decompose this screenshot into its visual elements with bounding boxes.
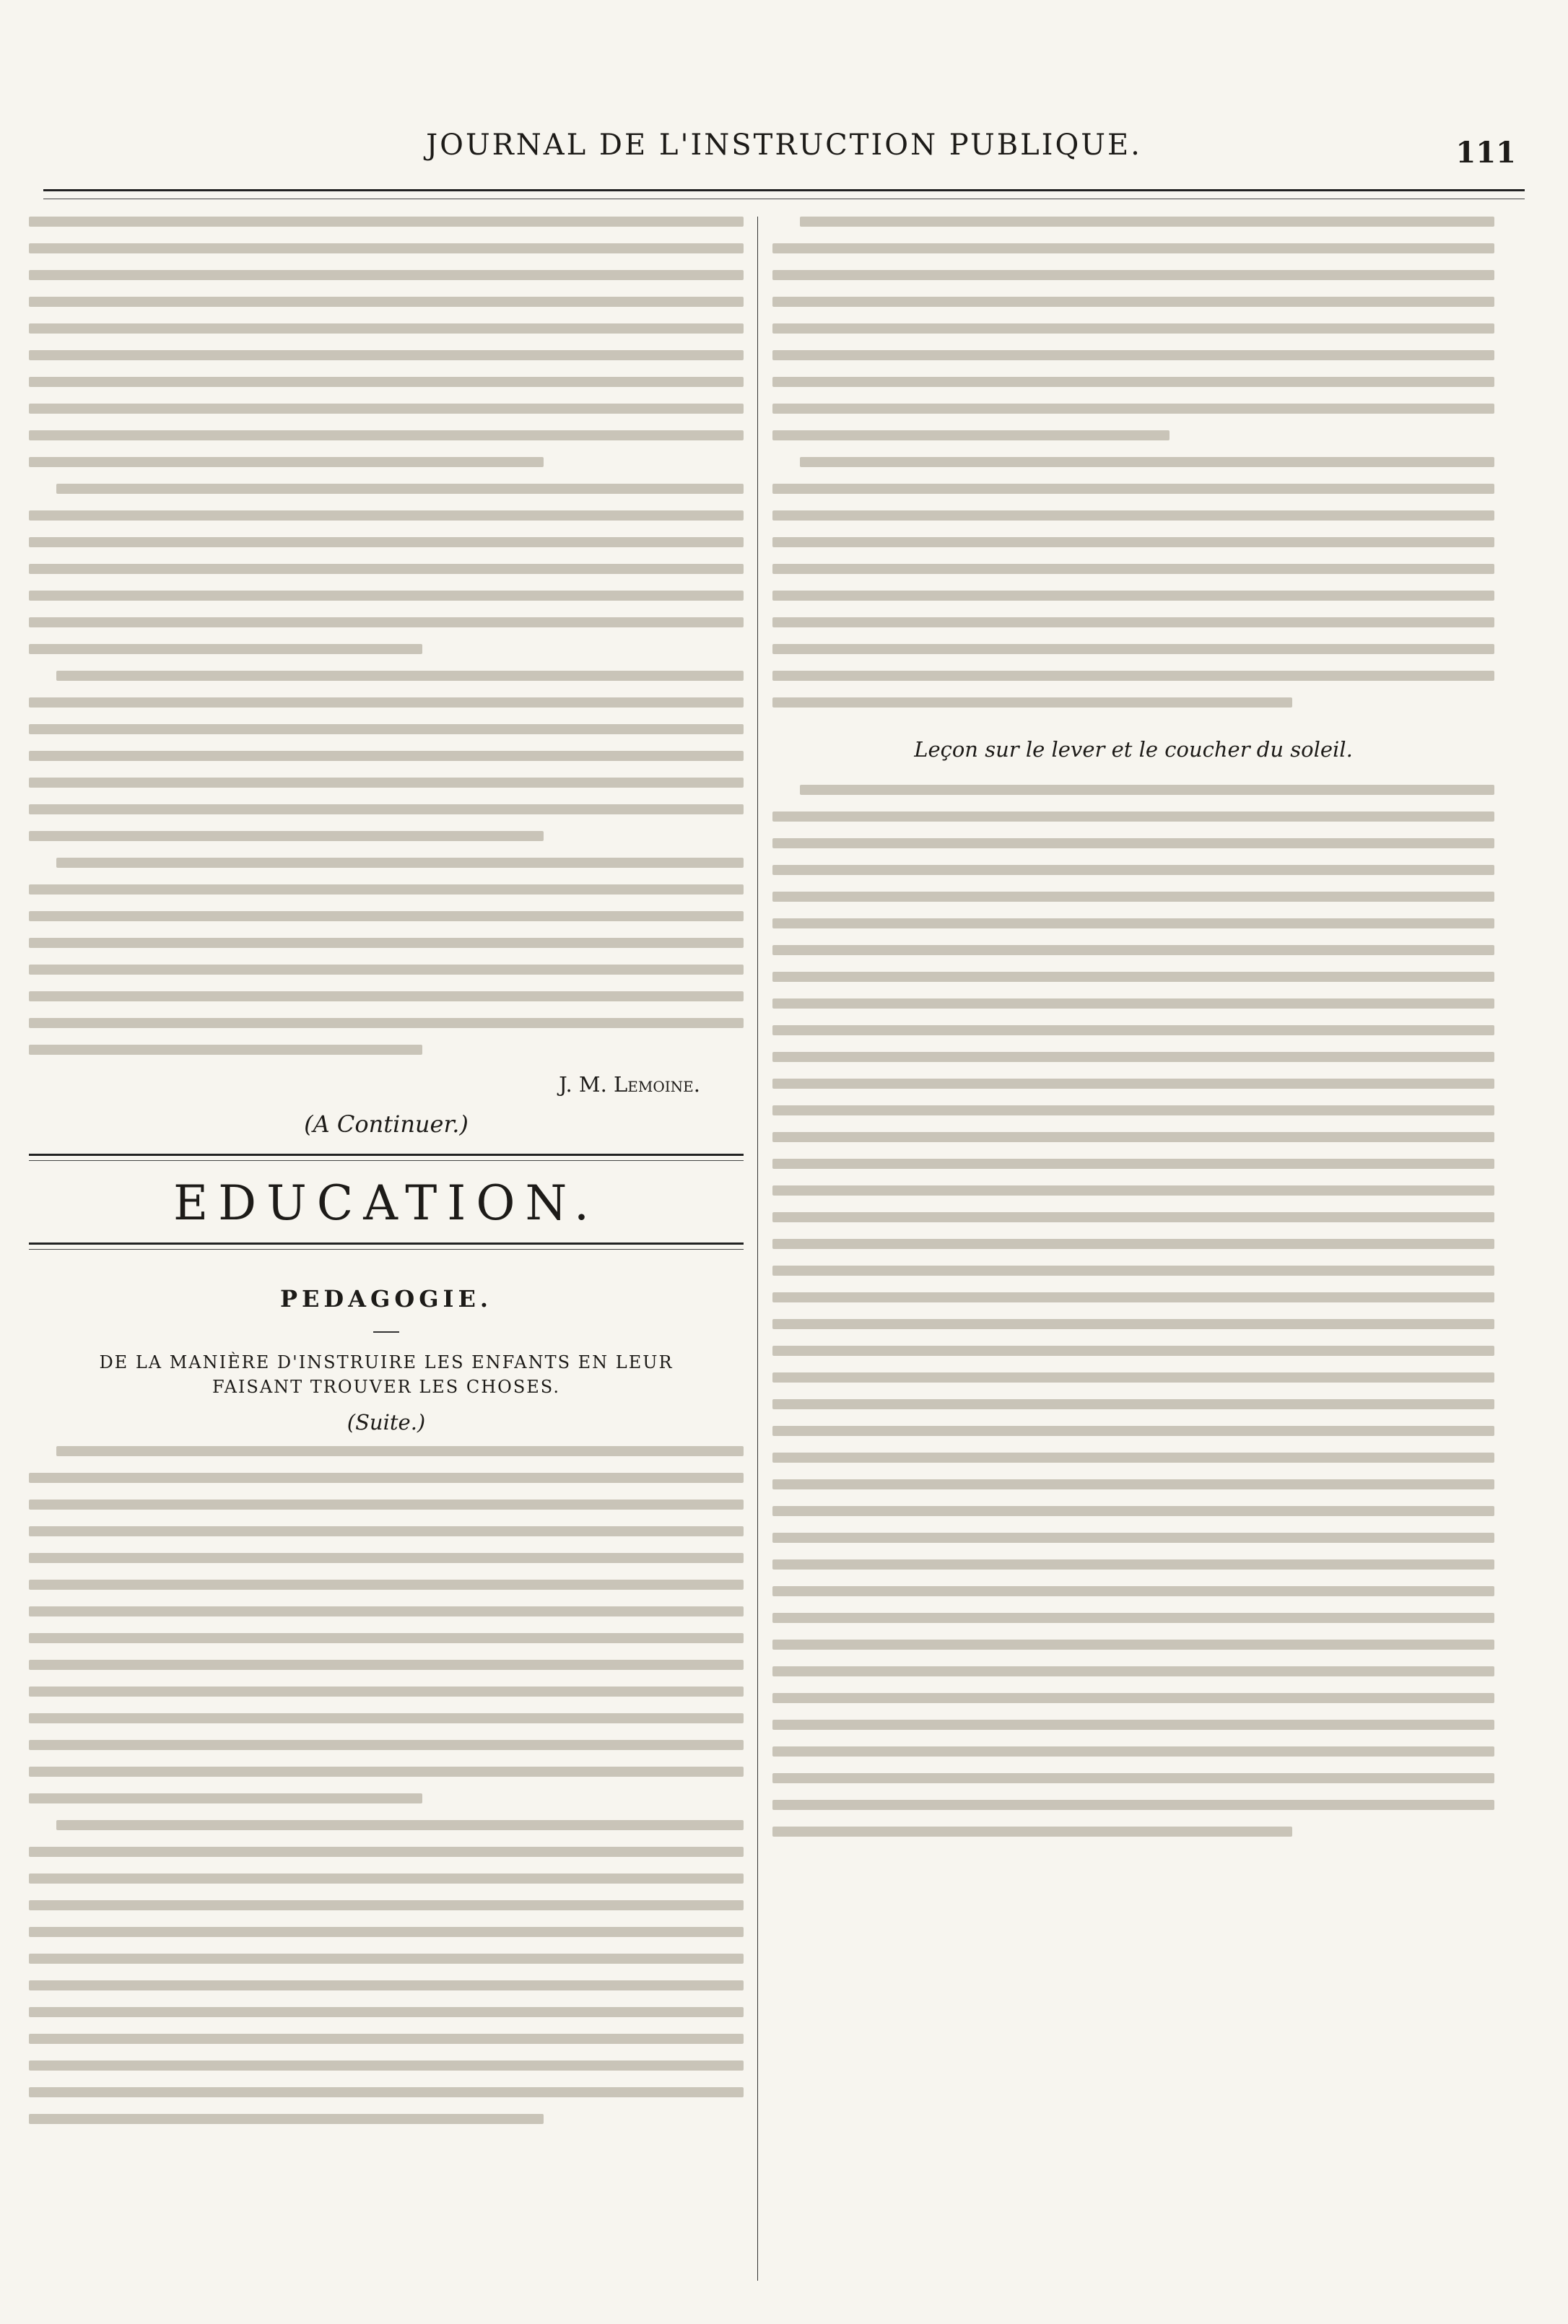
subsection-title: PEDAGOGIE. [279, 1285, 493, 1313]
placeholder-block-3 [772, 217, 1494, 708]
placeholder-block-4 [772, 785, 1494, 1837]
running-title: JOURNAL DE L'INSTRUCTION PUBLIQUE. [426, 129, 1142, 162]
title-dash [373, 1331, 399, 1333]
to-be-continued: (A Continuer.) [304, 1110, 469, 1138]
section-rule [29, 1154, 744, 1161]
placeholder-block-2 [29, 1446, 744, 2124]
right-column [772, 217, 1494, 2302]
page-number: 111 [1455, 136, 1516, 170]
article-suite: (Suite.) [347, 1410, 426, 1435]
article-signature: J. M. Lemoine. [559, 1072, 700, 1097]
section-title: EDUCATION. [173, 1175, 599, 1231]
article-title: DE LA MANIÈRE D'INSTRUIRE LES ENFANTS EN LEUR FAISANT TROUVER LES CHOSES. [99, 1352, 674, 1397]
column-divider [757, 217, 758, 2281]
lesson-title: Leçon sur le lever et le coucher du soleil. [914, 737, 1353, 762]
section-rule [29, 1242, 744, 1250]
running-head [43, 129, 1525, 172]
placeholder-block-1 [29, 217, 744, 1055]
left-column [29, 217, 744, 2302]
header-rule [43, 189, 1525, 199]
